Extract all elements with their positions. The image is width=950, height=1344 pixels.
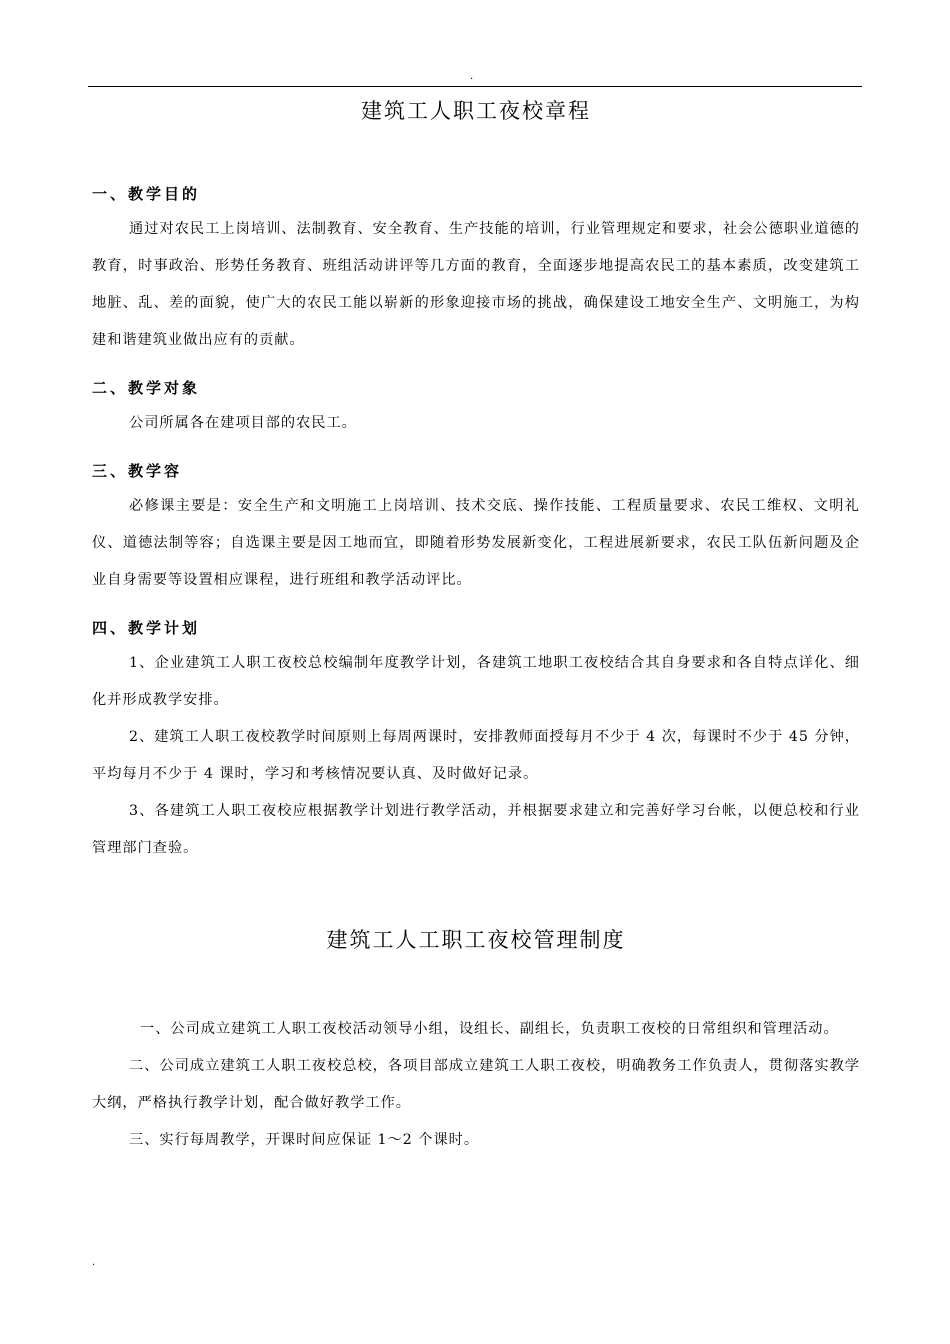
document-title: 建筑工人职工夜校章程 [361, 99, 591, 123]
plan-item-3: 3、各建筑工人职工夜校应根据教学计划进行教学活动，并根据要求建立和完善好学习台帐，以便总校和行业管理部门查验。 [92, 803, 860, 856]
section-heading-audience: 二、教学对象 [92, 379, 201, 397]
second-document-title: 建筑工人工职工夜校管理制度 [326, 928, 626, 952]
section-paragraph: 通过对农民工上岗培训、法制教育、安全教育、生产技能的培训，行业管理规定和要求，社会公德职业道德的教育，时事政治、形势任务教育、班组活动讲评等几方面的教育，全面逐步地提高农民工的基本素质，改变建筑工地脏、乱、差的面貌，使广大的农民工能以崭新的形象迎接市场的挑战，确保建设工地安全生产、文明施工，为构建和谐建筑业做出应有的贡献。 [92, 221, 860, 348]
section-heading-plan: 四、教学计划 [92, 619, 201, 637]
section-paragraph: 公司所属各在建项目部的农民工。 [129, 415, 357, 431]
rule-item-3: 三、实行每周教学，开课时间应保证 1～2 个课时。 [129, 1132, 480, 1148]
plan-item-1: 1、企业建筑工人职工夜校总校编制年度教学计划，各建筑工地职工夜校结合其自身要求和各自特点详化、细化并形成教学安排。 [92, 655, 860, 708]
section-heading-purpose: 一、教学目的 [92, 185, 201, 203]
section-paragraph: 必修课主要是：安全生产和文明施工上岗培训、技术交底、操作技能、工程质量要求、农民工维权、文明礼仪、道德法制等容；自选课主要是因工地而宜，即随着形势发展新变化，工程进展新要求，农民工队伍新问题及企业自身需要等设置相应课程，进行班组和教学活动评比。 [92, 498, 860, 588]
header-rule [88, 86, 862, 87]
section-heading-content: 三、教学容 [92, 462, 183, 480]
header-dot: . [470, 71, 474, 82]
footer-dot: . [92, 1257, 96, 1268]
rule-item-1: 一、公司成立建筑工人职工夜校活动领导小组，设组长、副组长，负责职工夜校的日常组织和管理活动。 [140, 1021, 839, 1037]
document-body [92, 96, 860, 1159]
rule-item-2: 二、公司成立建筑工人职工夜校总校，各项目部成立建筑工人职工夜校，明确教务工作负责人，贯彻落实教学大纲，严格执行教学计划，配合做好教学工作。 [92, 1058, 860, 1111]
plan-item-2: 2、建筑工人职工夜校教学时间原则上每周两课时，安排教师面授每月不少于 4 次，每课时不少于 45 分钟，平均每月不少于 4 课时，学习和考核情况要认真、及时做好记录。 [92, 729, 860, 782]
